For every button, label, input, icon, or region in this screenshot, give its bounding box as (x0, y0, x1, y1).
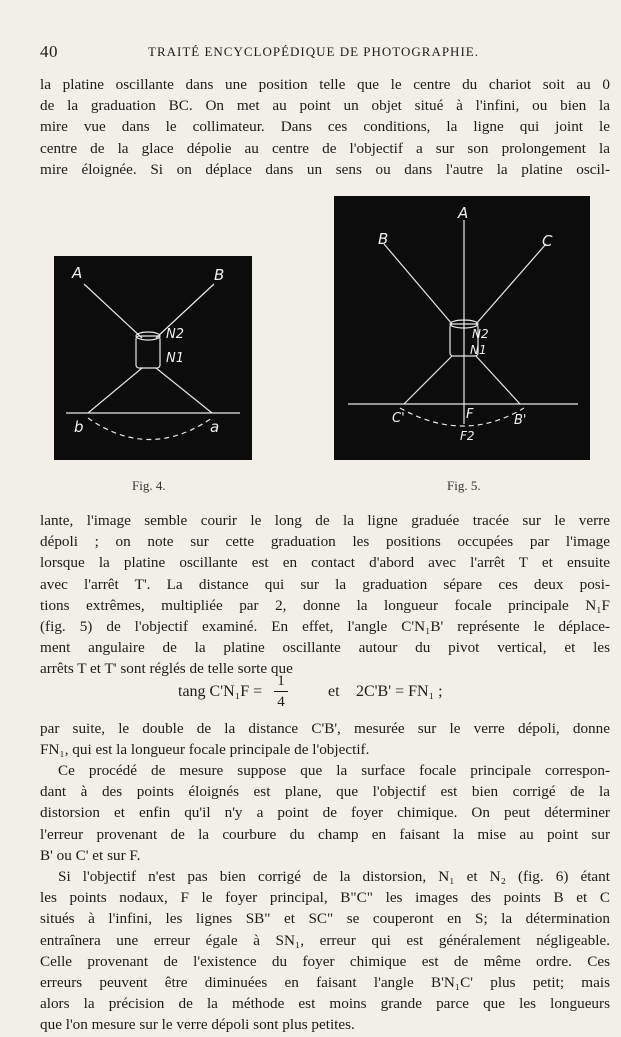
text-line: erreurs peuvent être diminuées en faisant l'angle B'N₁C' plus petit; mais (40, 974, 610, 992)
text-line: distorsion et enfin qu'il n'y a point de foyer chimique. On peut déterminer (40, 804, 610, 822)
text-line: par suite, le double de la distance C'B', mesurée sur le verre dépoli, donne (40, 720, 610, 737)
text-line: Ce procédé de mesure suppose que la surface focale principale correspon- (58, 762, 610, 779)
ray-c (476, 244, 546, 324)
figure-5 (334, 196, 590, 460)
figure-4-diagram (54, 256, 252, 460)
ray-to-b (88, 368, 142, 413)
label-n1: N1 (166, 351, 184, 366)
text-line: dépoli ; on note sur cette graduation les positions occupées par l'image (40, 533, 610, 551)
paragraph-3 (40, 718, 610, 760)
label-c-prime: C' (392, 411, 405, 426)
ray-b (384, 244, 452, 324)
figure-5-caption: Fig. 5. (447, 478, 481, 493)
label-n2: N2 (166, 327, 184, 342)
label-b-lower: b (74, 418, 84, 436)
text-line: FN₁, qui est la longueur focale principale de l'objectif. (40, 741, 370, 759)
text-line: tions extrêmes, multipliée par 2, donne la longueur focale principale N₁F (40, 596, 610, 614)
label-f2: F2 (460, 429, 475, 443)
figure-5-diagram (334, 196, 590, 460)
paragraph-4 (40, 760, 610, 866)
ray-a (84, 284, 142, 338)
running-title: TRAITÉ ENCYCLOPÉDIQUE DE PHOTOGRAPHIE. (148, 44, 479, 59)
label-b: B (378, 230, 389, 248)
text-line: lante, l'image semble courir le long de la ligne graduée tracée sur le verre (40, 512, 610, 529)
paragraph-2 (40, 510, 610, 680)
label-c: C (542, 232, 553, 250)
ray-b (156, 284, 214, 338)
text-line: les points nodaux, F le foyer principal, B"C" les images des points B et C (40, 889, 610, 907)
paragraph-1 (40, 74, 610, 180)
formula-left: tang C'N₁F = (178, 683, 263, 700)
text-line: alors la précision de la méthode est moins grande parce que les longueurs (40, 995, 610, 1013)
label-a: A (458, 204, 469, 222)
text-line: centre de la glace dépolie au centre de l'objectif a sur son prolongement la (40, 139, 610, 157)
label-n2: N2 (472, 327, 489, 341)
text-line: mire vue dans le collimateur. Dans ces conditions, la ligne qui joint le (40, 118, 610, 136)
focal-arc (400, 408, 524, 426)
fraction-numerator: 1 (277, 673, 285, 689)
text-line: ment angulaire de la platine oscillante autour du pivot vertical, et les (40, 639, 610, 657)
text-line: arrêts T et T' sont réglés de telle sorte que (40, 660, 293, 678)
label-f: F (466, 407, 474, 422)
text-line: que l'on mesure sur le verre dépoli sont plus petites. (40, 1016, 355, 1034)
formula-conjunction: et (328, 683, 340, 700)
text-line: entraînera une erreur égale à SN₁, erreur qui est généralement négligeable. (40, 931, 610, 949)
text-line: mire éloignée. Si on déplace dans un sens ou dans l'autre la platine oscil- (40, 160, 610, 178)
figure-4-caption: Fig. 4. (132, 478, 166, 493)
paragraph-5 (40, 866, 610, 1036)
formula-fraction (274, 672, 288, 711)
text-line: (fig. 5) de l'objectif examiné. En effet, l'angle C'N₁B' représente le déplace- (40, 618, 610, 636)
fraction-denominator: 4 (277, 694, 285, 710)
text-line: l'erreur provenant de la courbure du champ en faisant la mise au point sur (40, 825, 610, 843)
formula-right: 2C'B' = FN₁ ; (356, 683, 443, 700)
page-number: 40 (40, 42, 58, 61)
ray-to-a (156, 368, 212, 413)
label-b-prime: B' (514, 413, 527, 428)
ray-to-c-prime (404, 356, 452, 404)
text-line: dant à des points éloignés est plane, que l'objectif est bien corrigé de la (40, 783, 610, 801)
figure-4 (54, 256, 252, 460)
label-n1: N1 (470, 343, 487, 357)
text-line: avec l'arrêt T'. La distance qui sur la graduation sépare ces deux posi- (40, 575, 610, 593)
text-line: B' ou C' et sur F. (40, 846, 141, 864)
formula (178, 674, 498, 714)
fraction-bar (274, 691, 288, 692)
lens-body (136, 336, 160, 368)
text-line: Celle provenant de l'existence du foyer chimique est de même ordre. Ces (40, 952, 610, 970)
label-a-lower: a (210, 418, 220, 436)
text-line: de la graduation BC. On met au point un objet situé à l'infini, ou bien la (40, 97, 610, 115)
text-line: la platine oscillante dans une position telle que le centre du chariot soit au 0 (40, 76, 610, 93)
text-line: situés à l'infini, les lignes SB" et SC" se couperont en S; la détermination (40, 910, 610, 928)
ray-to-b-prime (476, 356, 520, 404)
text-line: Si l'objectif n'est pas bien corrigé de la distorsion, N₁ et N₂ (fig. 6) étant (58, 868, 610, 885)
label-a-upper: A (72, 264, 83, 282)
focal-arc (88, 418, 212, 440)
label-b-upper: B (214, 266, 225, 284)
text-line: lorsque la platine oscillante est en contact d'abord avec l'arrêt T et ensuite (40, 554, 610, 572)
